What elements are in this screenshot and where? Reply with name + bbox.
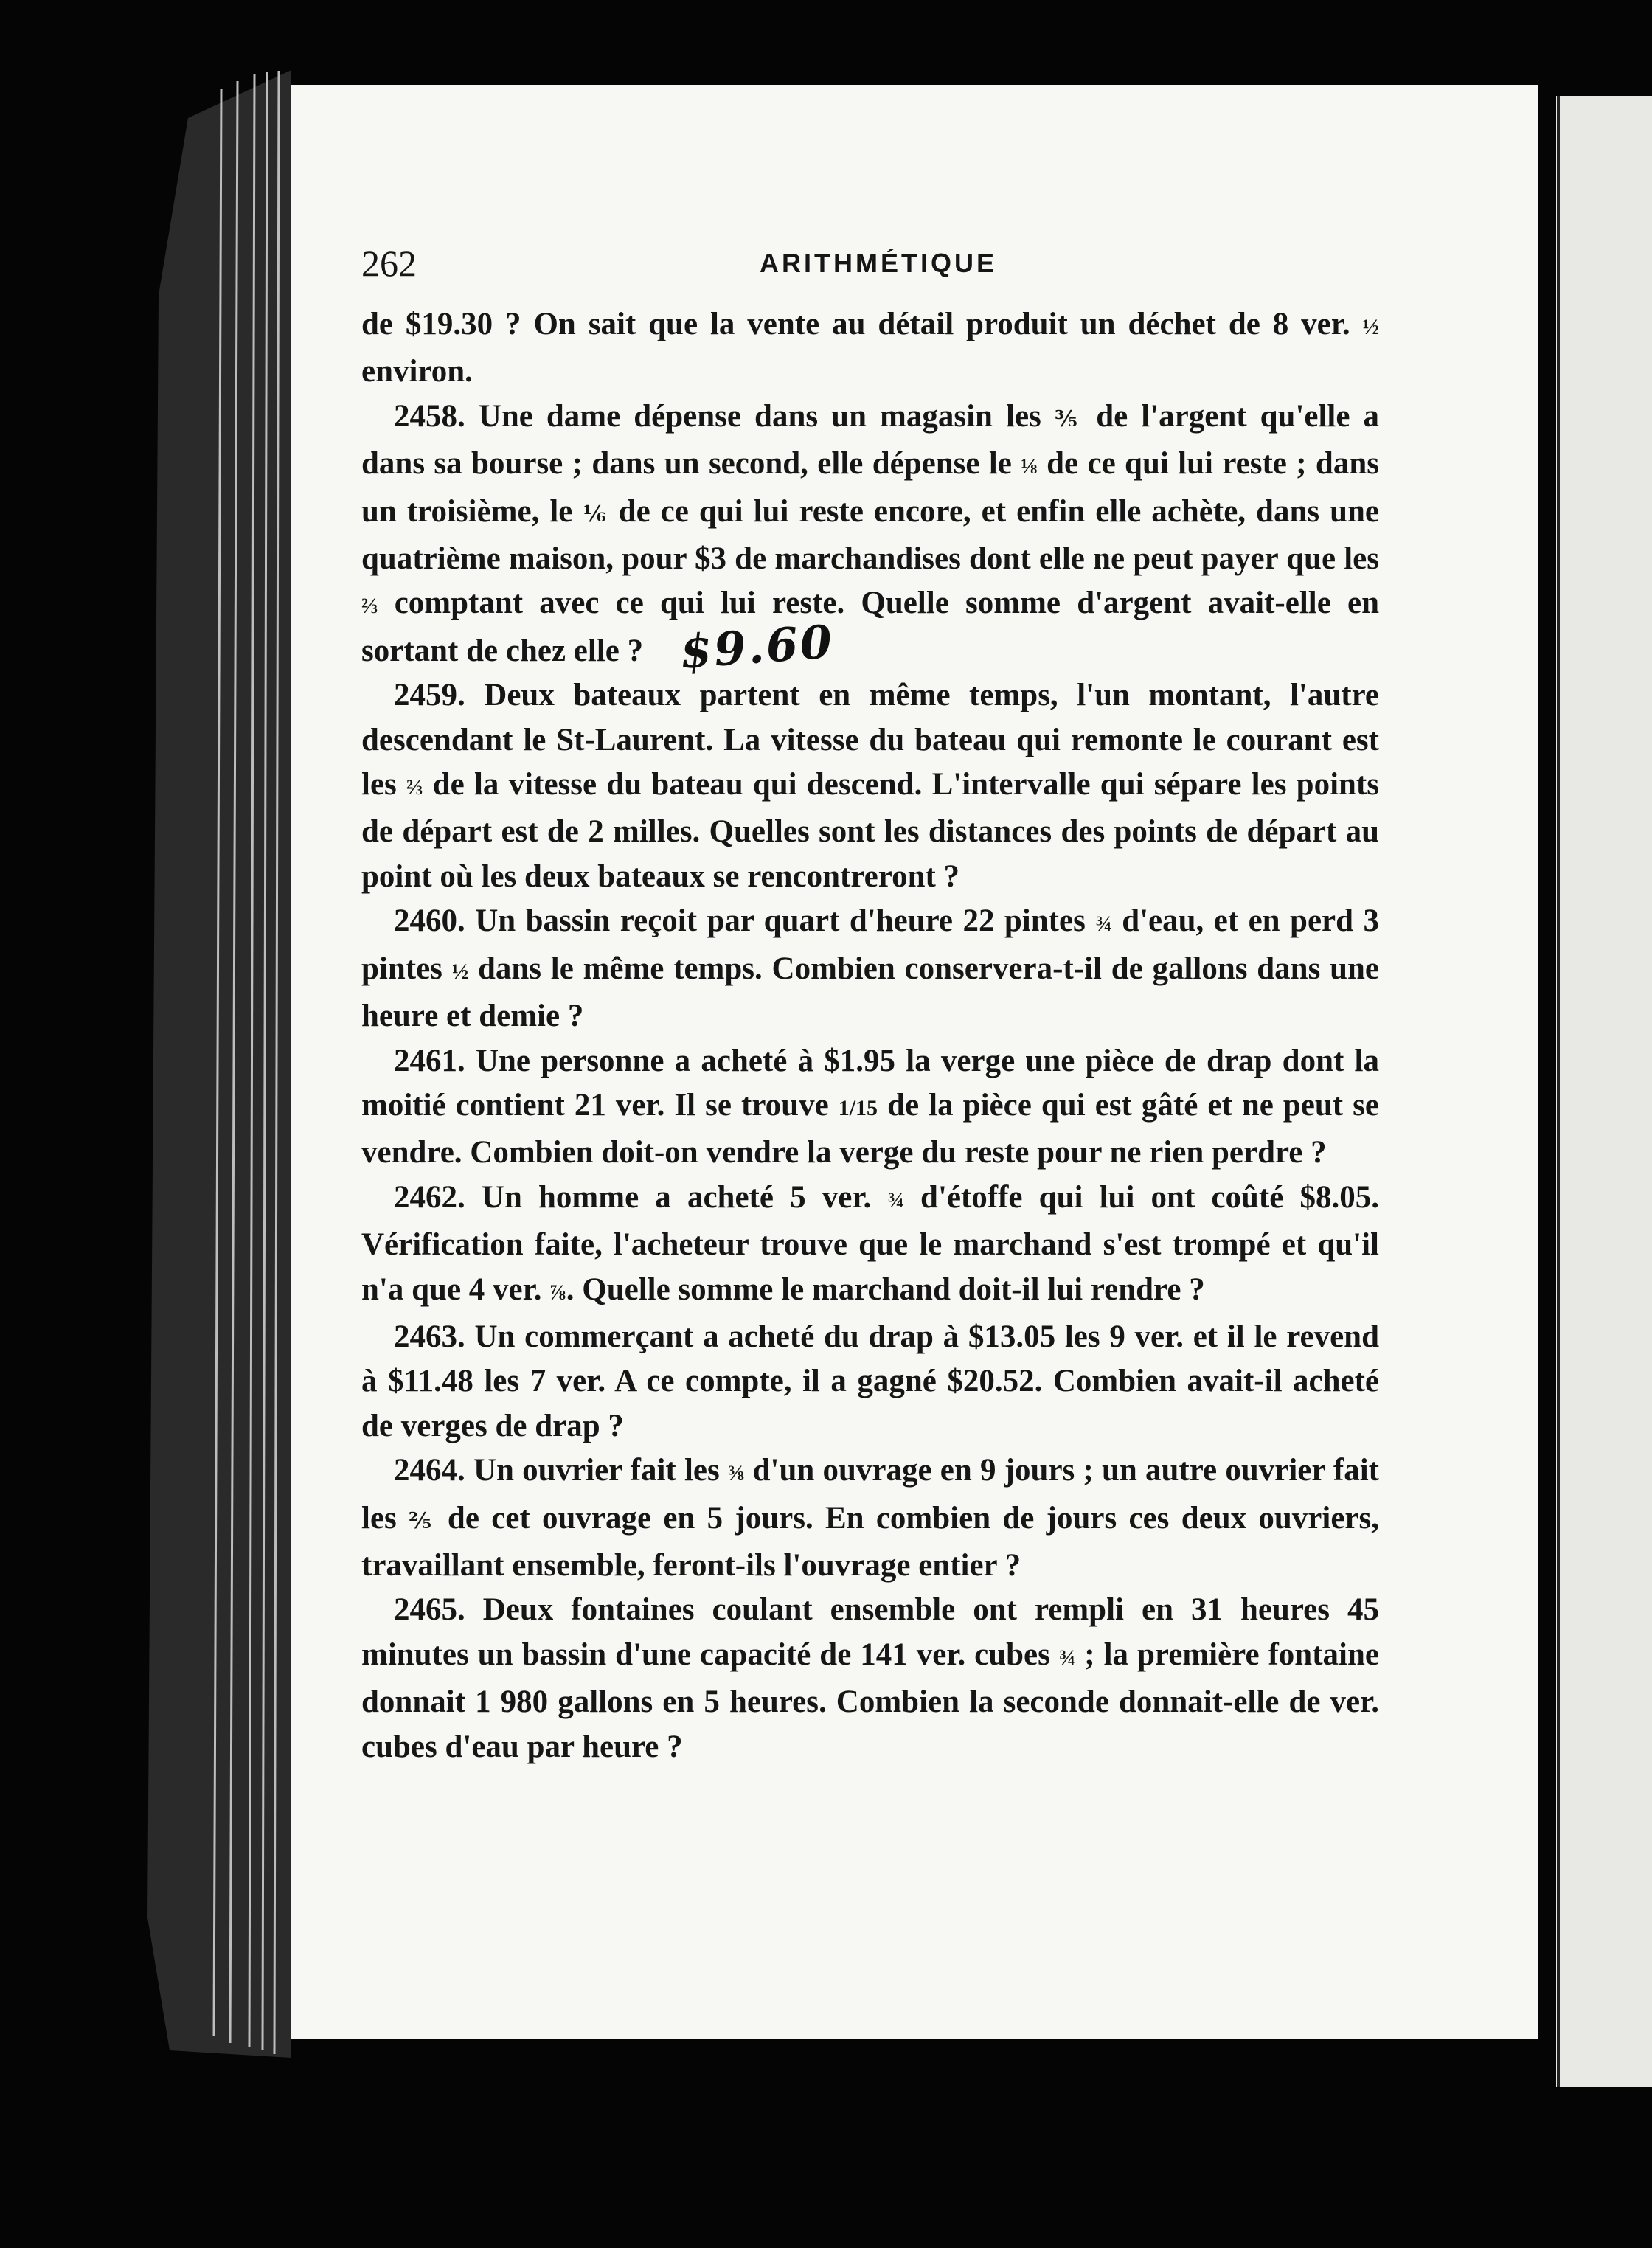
handwritten-answer: $9.60: [678, 614, 836, 679]
problem-2463: 2463. Un commerçant a acheté du drap à $13.05 les 9 ver. et il le revend à $11.48 les 7 ver. A ce compte, il a gagné $20.52. Combien avait-il acheté de verges de drap ?: [361, 1319, 1379, 1443]
problem-2458: 2458. Une dame dépense dans un magasin les ⅗ de l'argent qu'elle a dans sa bourse ; dans un second, elle dépense le ⅛ de ce qui lui reste ; dans un troisième, le ⅙ de ce qui lui reste encore, et enfin elle achète, dans une quatrième maison, pour $3 de marchandises dont elle ne peut payer que les ⅔ comptant avec ce qui lui reste. Quelle somme d'argent avait-elle en sortant de chez elle ? $9.60: [361, 398, 1380, 679]
problem-2459: 2459. Deux bateaux partent en même temps, l'un montant, l'autre descendant le St-Laurent. La vitesse du bateau qui remonte le courant est les ⅔ de la vitesse du bateau qui descend. L'intervalle qui sépare les points de départ est de 2 milles. Quelles sont les distances des points de départ au point où les deux bateaux se rencontreront ?: [361, 678, 1379, 894]
page-header: [361, 242, 1375, 286]
page-text: [361, 302, 1379, 1769]
problem-2461: 2461. Une personne a acheté à $1.95 la verge une pièce de drap dont la moitié contient 21 ver. Il se trouve 1/15 de la pièce qui est gâté et ne peut se vendre. Combien doit-on vendre la verge du reste pour ne rien perdre ?: [361, 1043, 1379, 1170]
problem-2460: 2460. Un bassin reçoit par quart d'heure 22 pintes ¾ d'eau, et en perd 3 pintes ½ dans le même temps. Combien conservera-t-il de gallons dans une heure et demie ?: [361, 903, 1379, 1034]
problem-continuation: de $19.30 ? On sait que la vente au détail produit un déchet de 8 ver. ½ environ.: [361, 307, 1379, 389]
problem-2462: 2462. Un homme a acheté 5 ver. ¾ d'étoffe qui lui ont coûté $8.05. Vérification faite, l'acheteur trouve que le marchand s'est trompé et qu'il n'a que 4 ver. ⅞. Quelle somme le marchand doit-il lui rendre ?: [361, 1179, 1379, 1307]
page-number: 262: [361, 243, 417, 284]
facing-page-strip: [1556, 96, 1652, 2087]
problem-2464: 2464. Un ouvrier fait les ⅜ d'un ouvrage en 9 jours ; un autre ouvrier fait les ⅖ de cet ouvrage en 5 jours. En combien de jours ces deux ouvriers, travaillant ensemble, feront-ils l'ouvrage entier ?: [361, 1453, 1379, 1583]
running-title: ARITHMÉTIQUE: [760, 248, 997, 278]
problem-2465: 2465. Deux fontaines coulant ensemble ont rempli en 31 heures 45 minutes un bassin d'une capacité de 141 ver. cubes ¾ ; la première fontaine donnait 1 980 gallons en 5 heures. Combien la seconde donnait-elle de ver. cubes d'eau par heure ?: [361, 1592, 1379, 1764]
